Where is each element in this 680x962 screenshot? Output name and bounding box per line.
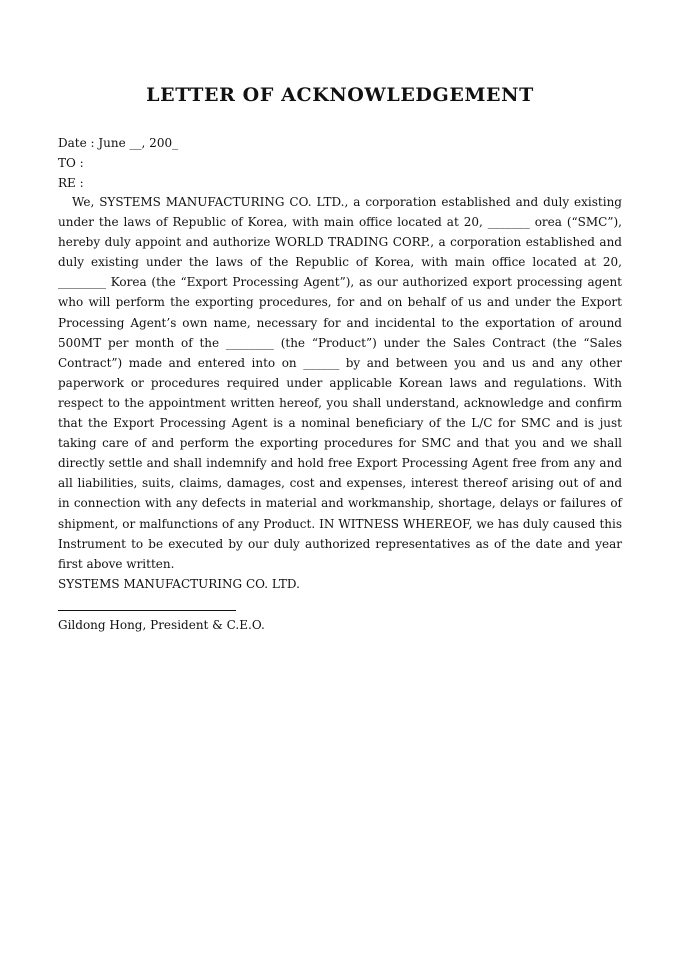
re-line: RE : bbox=[58, 176, 84, 190]
signer-name: Gildong Hong, President & C.E.O. bbox=[58, 618, 265, 632]
signature-line bbox=[58, 610, 236, 611]
document-title: LETTER OF ACKNOWLEDGEMENT bbox=[146, 84, 534, 106]
company-name: SYSTEMS MANUFACTURING CO. LTD. bbox=[58, 577, 300, 591]
to-line: TO : bbox=[58, 156, 84, 170]
date-line: Date : June __, 200_ bbox=[58, 136, 179, 150]
letter-body: We, SYSTEMS MANUFACTURING CO. LTD., a corporation established and duly existing under the laws of Republic of Korea, with main office located at 20, _______ orea (“SMC”), hereby duly appoint and authorize WORLD TRADING CORP., a corporation established and duly existing under the laws of the Republic of Korea, with main office located at 20, ________ Korea (the “Export Processing Agent”), as our authorized export processing agent who will perform the exporting procedures, for and on behalf of us and under the Export Processing Agent’s own name, necessary for and incidental to the exportation of around 500MT per month of the ________ (the “Product”) under the Sales Contract (the “Sales Contract”) made and entered into on ______ by and between you and us and any other paperwork or procedures required under applicable Korean laws and regulations. With respect to the appointment written hereof, you shall understand, acknowledge and confirm that the Export Processing Agent is a nominal beneficiary of the L/C for SMC and is just taking care of and perform the exporting procedures for SMC and that you and we shall directly settle and shall indemnify and hold free Export Processing Agent free from any and all liabilities, suits, claims, damages, cost and expenses, interest thereof arising out of and in connection with any defects in material and workmanship, shortage, delays or failures of shipment, or malfunctions of any Product. IN WITNESS WHEREOF, we has duly caused this Instrument to be executed by our duly authorized representatives as of the date and year first above written. bbox=[58, 195, 622, 571]
